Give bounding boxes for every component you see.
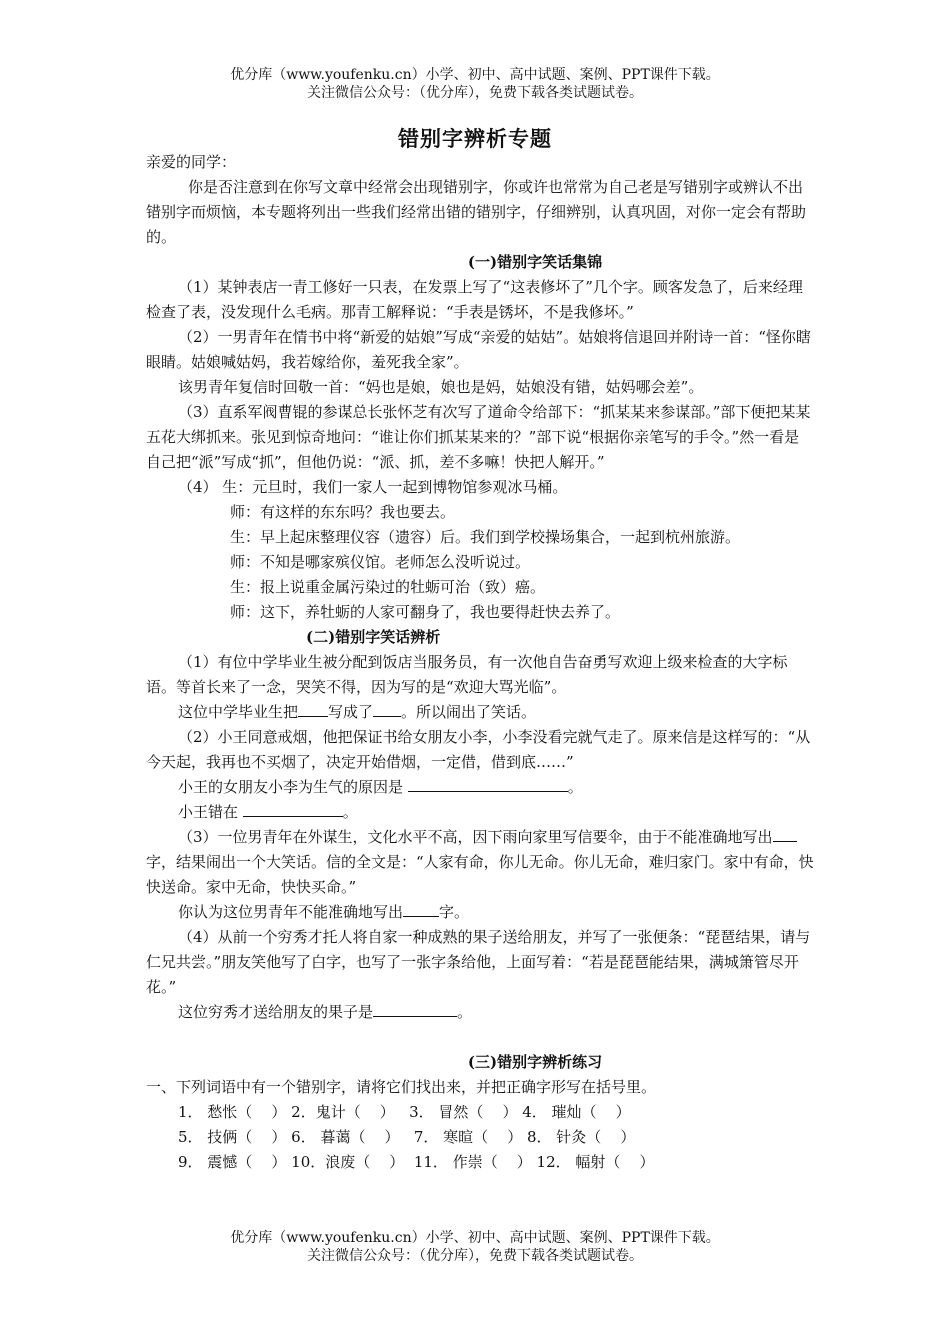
intro-paragraph: 你是否注意到在你写文章中经常会出现错别字，你或许也常常为自己老是写错别字或辨认不出错别字而烦恼，本专题将列出一些我们经常出错的错别字，仔细辨别，认真巩固，对你一定会有帮助的。 <box>146 178 807 246</box>
page-header <box>0 66 950 102</box>
question-3-answer-line: 你认为这位男青年不能准确地写出 字。 <box>146 900 814 925</box>
question-2-answer-line-a: 小王的女朋友小李为生气的原因是 。 <box>146 775 814 800</box>
answer-blank[interactable] <box>298 700 328 717</box>
page-title: 错别字辨析专题 <box>398 126 552 151</box>
question-1: （1）有位中学毕业生被分配到饭店当服务员，有一次他自告奋勇写欢迎上级来检查的大字标语。等首长来了一念，哭笑不得，因为写的是“欢迎大骂光临”。 <box>146 653 788 696</box>
exercise-instruction: 一、下列词语中有一个错别字，请将它们找出来，并把正确字形写在括号里。 <box>146 1078 657 1096</box>
answer-blank[interactable] <box>773 825 797 842</box>
joke-2: （2）一男青年在情书中将“新爱的姑娘”写成“亲爱的姑姑”。姑娘将信退回并附诗一首：“怪你瞎眼睛。姑娘喊姑妈，我若嫁给你，羞死我全家”。 <box>146 328 811 371</box>
dialog-line: 师：这下，养牡蛎的人家可翻身了，我也要得赶快去养了。 <box>230 603 621 621</box>
question-2: （2）小王同意戒烟，他把保证书给女朋友小李，小李没看完就气走了。原来信是这样写的：“从今天起，我再也不买烟了，决定开始借烟，一定借，借到底……” <box>146 728 811 771</box>
dialog-line: 师：有这样的东东吗？我也要去。 <box>230 503 456 521</box>
footer-line-1: 优分库（www.youfenku.cn）小学、初中、高中试题、案例、PPT课件下载。 <box>230 1230 720 1246</box>
answer-blank[interactable] <box>403 900 439 917</box>
question-2-answer-line-b: 小王错在 。 <box>146 800 814 825</box>
joke-4-lead: （4） 生：元旦时，我们一家人一起到博物馆参观冰马桶。 <box>178 478 568 496</box>
section-3-heading: (三)错别字辨析练习 <box>467 1053 603 1071</box>
dialog-line: 生：早上起床整理仪容（遗容）后。我们到学校操场集合，一起到杭州旅游。 <box>230 528 741 546</box>
answer-blank[interactable] <box>373 700 401 717</box>
answer-blank[interactable] <box>408 775 568 792</box>
page-footer <box>0 1229 950 1265</box>
dialog-line: 生：报上说重金属污染过的牡蛎可治（致）癌。 <box>230 578 546 596</box>
exercise-row: 9． 震憾（ ） 10．浪废（ ） 11． 作崇（ ） 12． 幅射（ ） <box>178 1153 655 1171</box>
dialog-line: 师：不知是哪家殡仪馆。老师怎么没听说过。 <box>230 553 531 571</box>
exercise-row: 1． 愁怅（ ） 2．鬼计（ ） 3． 冒然（ ） 4． 璀灿（ ） <box>178 1103 631 1121</box>
greeting: 亲爱的同学： <box>146 153 237 171</box>
document-body <box>146 150 814 1175</box>
section-2-heading: (二)错别字笑话辨析 <box>306 628 441 646</box>
joke-1: （1）某钟表店一青工修好一只表，在发票上写了“这表修坏了”几个字。顾客发急了，后来经理检查了表，没发现什么毛病。那青工解释说：“手表是锈坏，不是我修坏。” <box>146 278 803 321</box>
question-3: （3）一位男青年在外谋生，文化水平不高，因下雨向家里写信要伞，由于不能准确地写出字，结果闹出一个大笑话。信的全文是：“人家有命，你儿无命。你儿无命，难归家门。家中有命，快快送命。家中无命，快快买命。” <box>146 825 814 900</box>
section-1-heading: (一)错别字笑话集锦 <box>467 253 603 271</box>
header-line-2: 关注微信公众号：（优分库），免费下载各类试题试卷。 <box>307 85 643 101</box>
header-line-1: 优分库（www.youfenku.cn）小学、初中、高中试题、案例、PPT课件下载。 <box>230 67 720 83</box>
question-1-answer-line: 这位中学毕业生把 写成了 。所以闹出了笑话。 <box>146 700 814 725</box>
answer-blank[interactable] <box>243 800 343 817</box>
footer-line-2: 关注微信公众号：（优分库），免费下载各类试题试卷。 <box>307 1248 643 1264</box>
question-4: （4）从前一个穷秀才托人将自家一种成熟的果子送给朋友，并写了一张便条：“琵琶结果，请与仁兄共尝。”朋友笑他写了白字，也写了一张字条给他，上面写着：“若是琵琶能结果，满城箫管尽开花。” <box>146 928 811 996</box>
joke-2-reply: 该男青年复信时回敬一首：“妈也是娘，娘也是妈，姑娘没有错，姑妈哪会差”。 <box>178 378 704 396</box>
answer-blank[interactable] <box>373 1000 457 1017</box>
exercise-row: 5． 技俩（ ） 6． 暮蔼（ ） 7． 寒暄（ ） 8． 针灸（ ） <box>178 1128 636 1146</box>
question-4-answer-line: 这位穷秀才送给朋友的果子是 。 <box>146 1000 814 1025</box>
joke-3: （3）直系军阀曹锟的参谋总长张怀芝有次写了道命令给部下：“抓某某来参谋部。”部下便把某某五花大绑抓来。张见到惊奇地问：“谁让你们抓某某来的？”部下说“根据你亲笔写的手令。”然一看是自己把“派”写成“抓”，但他仍说：“派、抓，差不多嘛！快把人解开。” <box>146 403 811 471</box>
